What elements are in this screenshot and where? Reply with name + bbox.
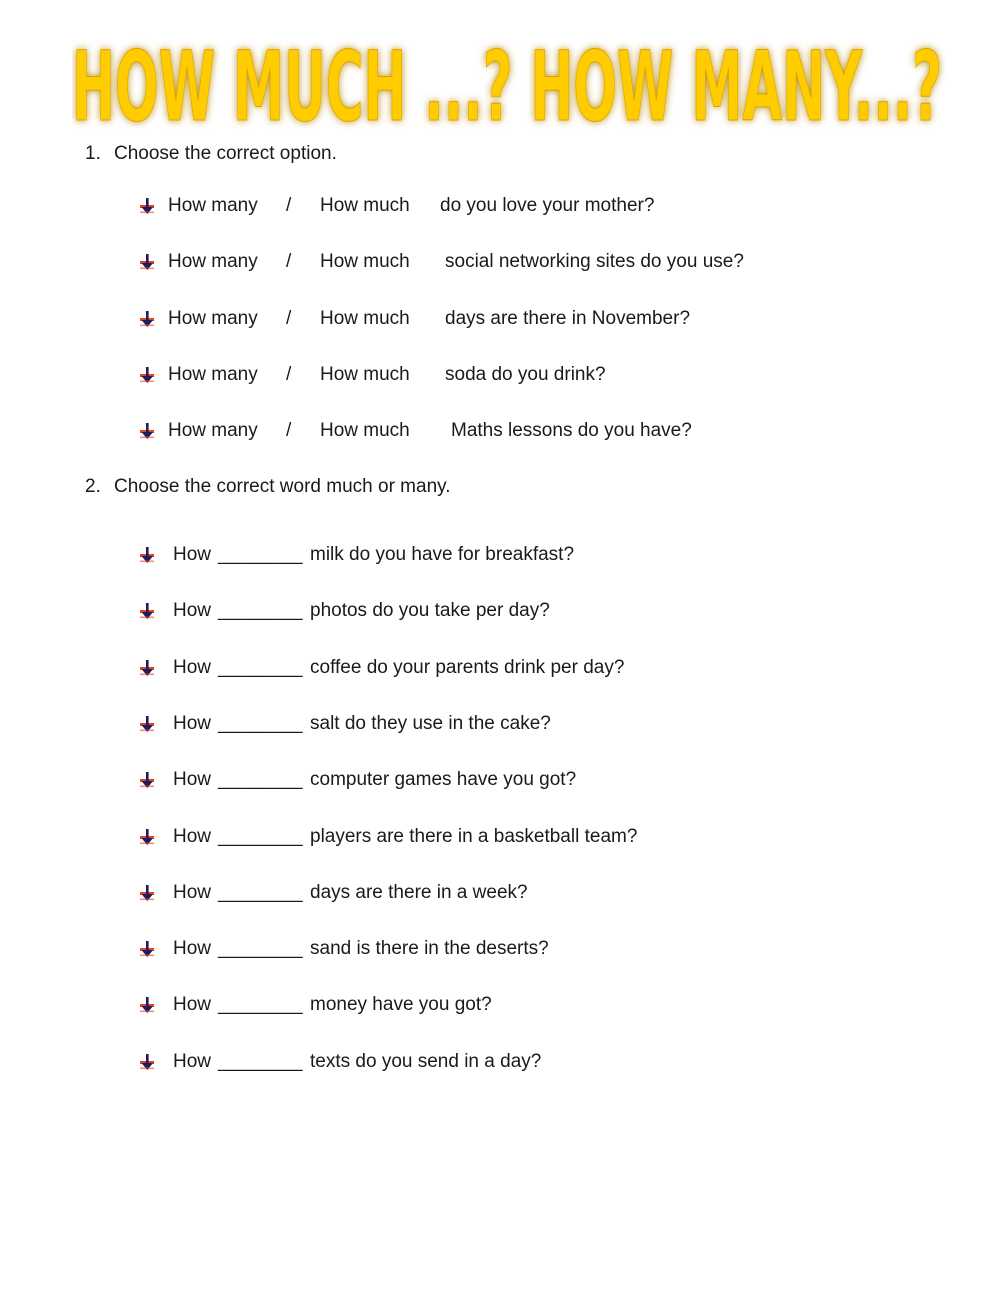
arrow-bullet-icon xyxy=(138,253,156,271)
arrow-bullet-icon xyxy=(138,310,156,328)
question-text: milk do you have for breakfast? xyxy=(310,544,575,565)
question-text: money have you got? xyxy=(310,994,492,1015)
answer-blank[interactable]: ________ xyxy=(218,769,303,790)
option-separator: / xyxy=(286,308,292,329)
question-prefix: How xyxy=(173,713,212,734)
question-text: photos do you take per day? xyxy=(310,600,550,621)
option-separator: / xyxy=(286,251,292,272)
question-prefix: How xyxy=(173,882,212,903)
question-prefix: How xyxy=(173,826,212,847)
section-1-number: 1. xyxy=(85,143,101,164)
option-how-much[interactable]: How much xyxy=(320,251,410,272)
arrow-bullet-icon xyxy=(138,828,156,846)
question-prefix: How xyxy=(173,769,212,790)
option-how-much[interactable]: How much xyxy=(320,195,410,216)
option-separator: / xyxy=(286,195,292,216)
answer-blank[interactable]: ________ xyxy=(218,1051,303,1072)
question-prefix: How xyxy=(173,1051,212,1072)
worksheet-title xyxy=(72,12,952,137)
question-text: sand is there in the deserts? xyxy=(310,938,549,959)
option-how-much[interactable]: How much xyxy=(320,420,410,441)
answer-blank[interactable]: ________ xyxy=(218,826,303,847)
question-text: coffee do your parents drink per day? xyxy=(310,657,625,678)
section-1-heading-text: Choose the correct option. xyxy=(114,143,337,164)
answer-blank[interactable]: ________ xyxy=(218,713,303,734)
answer-blank[interactable]: ________ xyxy=(218,544,303,565)
question-text: days are there in a week? xyxy=(310,882,528,903)
answer-blank[interactable]: ________ xyxy=(218,938,303,959)
option-how-much[interactable]: How much xyxy=(320,308,410,329)
question-prefix: How xyxy=(173,994,212,1015)
arrow-bullet-icon xyxy=(138,884,156,902)
section-2-number: 2. xyxy=(85,476,101,497)
question-prefix: How xyxy=(173,657,212,678)
option-how-many[interactable]: How many xyxy=(168,420,258,441)
title-wordart xyxy=(72,12,952,137)
option-how-many[interactable]: How many xyxy=(168,251,258,272)
answer-blank[interactable]: ________ xyxy=(218,882,303,903)
question-text: soda do you drink? xyxy=(445,364,606,385)
option-how-many[interactable]: How many xyxy=(168,364,258,385)
section-2-heading xyxy=(85,476,451,498)
answer-blank[interactable]: ________ xyxy=(218,657,303,678)
answer-blank[interactable]: ________ xyxy=(218,600,303,621)
question-text: players are there in a basketball team? xyxy=(310,826,638,847)
arrow-bullet-icon xyxy=(138,546,156,564)
title-text: HOW MUCH ...? HOW MANY...? xyxy=(72,31,942,137)
question-text: texts do you send in a day? xyxy=(310,1051,542,1072)
arrow-bullet-icon xyxy=(138,366,156,384)
question-prefix: How xyxy=(173,544,212,565)
arrow-bullet-icon xyxy=(138,197,156,215)
arrow-bullet-icon xyxy=(138,715,156,733)
question-text: salt do they use in the cake? xyxy=(310,713,551,734)
option-how-many[interactable]: How many xyxy=(168,308,258,329)
section-2-heading-text: Choose the correct word much or many. xyxy=(114,476,451,497)
arrow-bullet-icon xyxy=(138,602,156,620)
question-prefix: How xyxy=(173,938,212,959)
question-text: Maths lessons do you have? xyxy=(451,420,692,441)
option-separator: / xyxy=(286,420,292,441)
question-text: days are there in November? xyxy=(445,308,691,329)
arrow-bullet-icon xyxy=(138,940,156,958)
arrow-bullet-icon xyxy=(138,1053,156,1071)
question-text: computer games have you got? xyxy=(310,769,577,790)
question-text: social networking sites do you use? xyxy=(445,251,744,272)
question-prefix: How xyxy=(173,600,212,621)
option-how-many[interactable]: How many xyxy=(168,195,258,216)
option-how-much[interactable]: How much xyxy=(320,364,410,385)
option-separator: / xyxy=(286,364,292,385)
answer-blank[interactable]: ________ xyxy=(218,994,303,1015)
arrow-bullet-icon xyxy=(138,771,156,789)
section-1-heading xyxy=(85,143,337,165)
question-text: do you love your mother? xyxy=(440,195,655,216)
arrow-bullet-icon xyxy=(138,996,156,1014)
arrow-bullet-icon xyxy=(138,422,156,440)
arrow-bullet-icon xyxy=(138,659,156,677)
